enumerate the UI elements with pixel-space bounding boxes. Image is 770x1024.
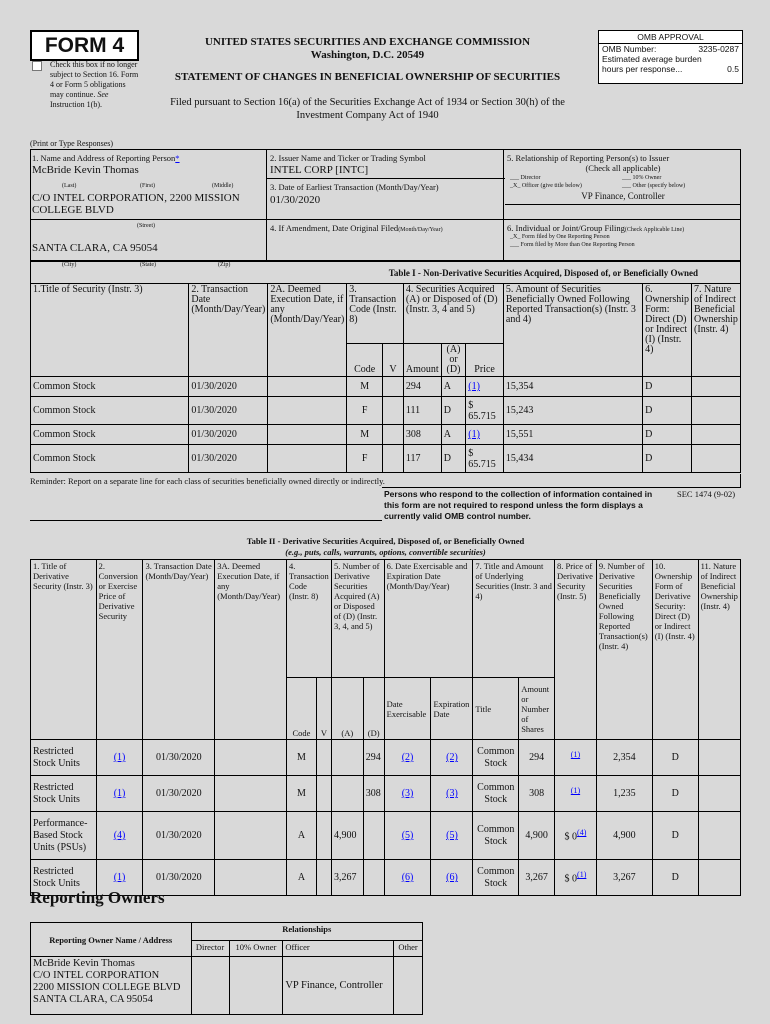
t1-subheader-code: Code bbox=[347, 344, 383, 377]
t2-cell-d: 294 bbox=[363, 740, 384, 776]
owner-director-cell bbox=[191, 957, 229, 1015]
relationship-label: 5. Relationship of Reporting Person(s) to Issuer bbox=[507, 153, 670, 163]
t1-cell-ad: A bbox=[441, 377, 466, 397]
t2-price-footnote-link[interactable]: (1) bbox=[570, 786, 581, 796]
t2-header-price: 8. Price of Derivative Security (Instr. 5) bbox=[555, 560, 597, 740]
t1-cell-owned: 15,354 bbox=[503, 377, 642, 397]
t1-header-acquired: 4. Securities Acquired (A) or Disposed of (D) (Instr. 3, 4 and 5) bbox=[403, 284, 503, 344]
t1-cell-price: $ 65.715 bbox=[466, 445, 504, 473]
t2-header-nature: 11. Nature of Indirect Beneficial Ownership (Instr. 4) bbox=[698, 560, 740, 740]
earliest-date-label: 3. Date of Earliest Transaction (Month/Day/Year) bbox=[270, 182, 439, 192]
t2-cell-code: A bbox=[286, 860, 316, 896]
t1-subheader-v: V bbox=[383, 344, 404, 377]
t2-subheader-v: V bbox=[316, 678, 331, 740]
notice-border bbox=[382, 474, 741, 488]
t1-cell-date: 01/30/2020 bbox=[189, 397, 268, 425]
t1-cell-nature bbox=[692, 397, 741, 425]
t2-cell-price bbox=[555, 776, 597, 812]
t1-subheader-price: Price bbox=[466, 344, 504, 377]
t1-cell-v bbox=[383, 397, 404, 425]
commission-heading bbox=[160, 36, 575, 62]
t2-cell-title: Restricted Stock Units bbox=[31, 776, 97, 812]
owner-address bbox=[31, 957, 192, 1015]
t2-cell-v bbox=[316, 740, 331, 776]
t1-cell-price[interactable]: (1) bbox=[466, 425, 504, 445]
table2-subtitle: (e.g., puts, calls, warrants, options, convertible securities) bbox=[285, 547, 486, 557]
t2-cell-date: 01/30/2020 bbox=[143, 860, 215, 896]
t2-cell-nature bbox=[698, 812, 740, 860]
t1-header-nature: 7. Nature of Indirect Beneficial Ownership (Instr. 4) bbox=[692, 284, 741, 377]
table-row bbox=[31, 377, 741, 397]
table1-title: Table I - Non-Derivative Securities Acquired, Disposed of, or Beneficially Owned bbox=[347, 262, 741, 284]
t1-cell-form: D bbox=[643, 377, 692, 397]
t2-cell-a: 4,900 bbox=[331, 812, 363, 860]
t2-cell-a bbox=[331, 776, 363, 812]
omb-title: OMB APPROVAL bbox=[599, 31, 742, 44]
t1-cell-code: F bbox=[347, 445, 383, 473]
reporter-name-label: 1. Name and Address of Reporting Person* bbox=[32, 153, 180, 163]
statement-title: STATEMENT OF CHANGES IN BENEFICIAL OWNERSHIP OF SECURITIES bbox=[174, 71, 561, 83]
amendment-label: 4. If Amendment, Date Original Filed(Month/Day/Year) bbox=[270, 223, 443, 233]
check-text: Check this box if no longer subject to Section 16. Form 4 or Form 5 obligations may continue. bbox=[50, 60, 139, 99]
no-longer-subject-checkbox[interactable] bbox=[32, 61, 42, 71]
t1-cell-nature bbox=[692, 377, 741, 397]
t2-cell-expiration[interactable]: (6) bbox=[431, 860, 473, 896]
t1-cell-deemed bbox=[268, 397, 347, 425]
owner-line: SANTA CLARA, CA 95054 bbox=[33, 994, 153, 1005]
commission-name: UNITED STATES SECURITIES AND EXCHANGE COMMISSION bbox=[204, 36, 531, 48]
grid-line bbox=[266, 178, 505, 179]
table2-title: Table II - Derivative Securities Acquired, Disposed of, or Beneficially Owned bbox=[246, 536, 525, 546]
omb-hours: 0.5 bbox=[727, 64, 739, 74]
t1-cell-title: Common Stock bbox=[31, 397, 189, 425]
omb-hours-label: hours per response... bbox=[602, 64, 683, 74]
sec-number: SEC 1474 (9-02) bbox=[677, 489, 736, 499]
t1-cell-code: M bbox=[347, 377, 383, 397]
t1-cell-date: 01/30/2020 bbox=[189, 377, 268, 397]
owner-director-header: Director bbox=[191, 941, 229, 957]
t1-subheader-ad: (A) or (D) bbox=[441, 344, 466, 377]
t2-cell-date: 01/30/2020 bbox=[143, 740, 215, 776]
t2-cell-title: Restricted Stock Units bbox=[31, 860, 97, 896]
t2-header-underlying: 7. Title and Amount of Underlying Securities (Instr. 3 and 4) bbox=[473, 560, 555, 678]
t1-cell-deemed bbox=[268, 425, 347, 445]
t2-cell-exercisable[interactable]: (3) bbox=[384, 776, 431, 812]
t2-price-footnote-link[interactable]: (4) bbox=[577, 828, 587, 838]
t1-cell-title: Common Stock bbox=[31, 445, 189, 473]
t2-cell-owned: 4,900 bbox=[596, 812, 652, 860]
issuer-label: 2. Issuer Name and Ticker or Trading Symbol bbox=[270, 153, 426, 163]
owner-10pct-header: 10% Owner bbox=[229, 941, 283, 957]
t2-subheader-code: Code bbox=[286, 678, 316, 740]
street-label: (Street) bbox=[137, 223, 155, 229]
t2-header-form: 10. Ownership Form of Derivative Security: Direct (D) or Indirect (I) (Instr. 4) bbox=[652, 560, 698, 740]
t1-cell-date: 01/30/2020 bbox=[189, 445, 268, 473]
table-row bbox=[31, 445, 741, 473]
t2-cell-a bbox=[331, 740, 363, 776]
city-label: (City) bbox=[62, 262, 77, 268]
omb-number-label: OMB Number: bbox=[602, 44, 657, 54]
filing-one[interactable]: _X_ Form filed by One Reporting Person bbox=[510, 234, 610, 240]
reminder-line bbox=[30, 487, 382, 521]
t2-header-date: 3. Transaction Date (Month/Day/Year) bbox=[143, 560, 215, 740]
t2-price-value: $ 0 bbox=[564, 831, 578, 843]
t1-cell-price: $ 65.715 bbox=[466, 397, 504, 425]
t2-header-owned: 9. Number of Derivative Securities Beneficially Owned Following Reported Transaction(s) (Instr. 4) bbox=[596, 560, 652, 740]
t1-cell-deemed bbox=[268, 377, 347, 397]
t2-header-number: 5. Number of Derivative Securities Acquired (A) or Disposed of (D) (Instr. 3, 4, and 5) bbox=[331, 560, 384, 678]
omb-number: 3235-0287 bbox=[698, 44, 739, 54]
t1-cell-v bbox=[383, 425, 404, 445]
t1-cell-deemed bbox=[268, 445, 347, 473]
form-title: FORM 4 bbox=[30, 30, 139, 61]
t2-cell-deemed bbox=[215, 860, 287, 896]
persons-notice: Persons who respond to the collection of information contained in this form are not required to respond unless the form displays a currently valid OMB control number. bbox=[384, 489, 653, 521]
print-type-note: (Print or Type Responses) bbox=[30, 139, 114, 148]
table-row bbox=[31, 425, 741, 445]
table-row bbox=[31, 397, 741, 425]
t2-cell-underlying-title: Common Stock bbox=[473, 740, 519, 776]
t2-cell-d bbox=[363, 860, 384, 896]
t2-price-footnote-link[interactable]: (1) bbox=[577, 870, 587, 880]
t2-cell-form: D bbox=[652, 740, 698, 776]
t2-cell-underlying-amount: 294 bbox=[519, 740, 555, 776]
t1-cell-amount: 294 bbox=[403, 377, 441, 397]
table2-title-block bbox=[30, 536, 741, 558]
owner-line: 2200 MISSION COLLEGE BLVD bbox=[33, 982, 181, 993]
t2-subheader-exercisable: Date Exercisable bbox=[384, 678, 431, 740]
last-label: (Last) bbox=[62, 183, 77, 189]
owner-10pct-cell bbox=[229, 957, 283, 1015]
t2-subheader-a: (A) bbox=[331, 678, 363, 740]
middle-label: (Middle) bbox=[212, 183, 234, 189]
filing-label: 6. Individual or Joint/Group Filing(Check Applicable Line) bbox=[507, 223, 685, 233]
t1-cell-form: D bbox=[643, 397, 692, 425]
t2-cell-underlying-amount: 308 bbox=[519, 776, 555, 812]
t2-subheader-title: Title bbox=[473, 678, 519, 740]
t2-cell-owned: 1,235 bbox=[596, 776, 652, 812]
t2-subheader-amount: Amount or Number of Shares bbox=[519, 678, 555, 740]
grid-line bbox=[266, 219, 741, 220]
t1-header-code: 3. Transaction Code (Instr. 8) bbox=[347, 284, 404, 344]
owner-name-header: Reporting Owner Name / Address bbox=[31, 923, 192, 957]
check-see: See bbox=[97, 90, 109, 99]
t2-cell-price bbox=[555, 860, 597, 896]
t2-subheader-expiration: Expiration Date bbox=[431, 678, 473, 740]
t2-cell-a: 3,267 bbox=[331, 860, 363, 896]
t1-cell-v bbox=[383, 377, 404, 397]
issuer-name: INTEL CORP [INTC] bbox=[270, 164, 369, 176]
t1-cell-owned: 15,243 bbox=[503, 397, 642, 425]
t1-cell-v bbox=[383, 445, 404, 473]
zip-label: (Zip) bbox=[218, 262, 231, 268]
reporter-city-state: SANTA CLARA, CA 95054 bbox=[32, 242, 158, 254]
t1-cell-title: Common Stock bbox=[31, 377, 189, 397]
t2-header-deemed: 3A. Deemed Execution Date, if any (Month/Day/Year) bbox=[215, 560, 287, 740]
reporting-owners-heading: Reporting Owners bbox=[30, 888, 165, 907]
t2-cell-d: 308 bbox=[363, 776, 384, 812]
t2-cell-v bbox=[316, 776, 331, 812]
t1-header-date: 2. Transaction Date (Month/Day/Year) bbox=[189, 284, 268, 377]
omb-burden-label: Estimated average burden bbox=[602, 54, 702, 64]
t1-cell-amount: 117 bbox=[403, 445, 441, 473]
t2-cell-deemed bbox=[215, 812, 287, 860]
t1-subheader-amount: Amount bbox=[403, 344, 441, 377]
t2-cell-exercisable[interactable]: (2) bbox=[384, 740, 431, 776]
t2-cell-underlying-title: Common Stock bbox=[473, 860, 519, 896]
t2-cell-exercisable[interactable]: (5) bbox=[384, 812, 431, 860]
t2-cell-date: 01/30/2020 bbox=[143, 812, 215, 860]
t2-cell-d bbox=[363, 812, 384, 860]
t2-cell-date: 01/30/2020 bbox=[143, 776, 215, 812]
t1-header-deemed: 2A. Deemed Execution Date, if any (Month/Day/Year) bbox=[268, 284, 347, 377]
t1-header-form: 6. Ownership Form: Direct (D) or Indirect (I) (Instr. 4) bbox=[643, 284, 692, 377]
t1-cell-nature bbox=[692, 425, 741, 445]
no-longer-subject-checkbox-area bbox=[30, 60, 140, 110]
check-instruction: Instruction 1(b). bbox=[50, 100, 102, 109]
owner-officer-title: VP Finance, Controller bbox=[283, 957, 394, 1015]
t2-cell-code: M bbox=[286, 776, 316, 812]
t1-cell-ad: D bbox=[441, 397, 466, 425]
t1-cell-code: M bbox=[347, 425, 383, 445]
t2-cell-v bbox=[316, 860, 331, 896]
owner-officer-header: Officer bbox=[283, 941, 394, 957]
t1-cell-nature bbox=[692, 445, 741, 473]
t2-cell-nature bbox=[698, 776, 740, 812]
t1-header-title: 1.Title of Security (Instr. 3) bbox=[31, 284, 189, 377]
t2-cell-form: D bbox=[652, 776, 698, 812]
t2-cell-conversion[interactable]: (1) bbox=[96, 776, 143, 812]
t1-cell-price[interactable]: (1) bbox=[466, 377, 504, 397]
grid-line bbox=[30, 219, 267, 220]
t2-cell-title: Restricted Stock Units bbox=[31, 740, 97, 776]
t2-cell-price bbox=[555, 740, 597, 776]
t2-cell-exercisable[interactable]: (6) bbox=[384, 860, 431, 896]
t2-header-exercisable: 6. Date Exercisable and Expiration Date (Month/Day/Year) bbox=[384, 560, 473, 678]
t2-cell-nature bbox=[698, 740, 740, 776]
t2-cell-v bbox=[316, 812, 331, 860]
table-row bbox=[31, 776, 741, 812]
reminder-text: Reminder: Report on a separate line for each class of securities beneficially owned directly or indirectly. bbox=[30, 476, 385, 486]
omb-approval-box bbox=[598, 30, 743, 84]
t2-subheader-d: (D) bbox=[363, 678, 384, 740]
owner-other-header: Other bbox=[393, 941, 422, 957]
t2-cell-conversion[interactable]: (1) bbox=[96, 740, 143, 776]
reporter-address: C/O INTEL CORPORATION, 2200 MISSION COLLEGE BLVD bbox=[32, 192, 240, 216]
t2-price-value: $ 0 bbox=[564, 873, 578, 885]
reporter-name: McBride Kevin Thomas bbox=[32, 164, 139, 176]
t2-cell-owned: 2,354 bbox=[596, 740, 652, 776]
t1-cell-amount: 308 bbox=[403, 425, 441, 445]
other-option[interactable]: ___ Other (specify below) bbox=[622, 183, 686, 189]
t1-cell-owned: 15,551 bbox=[503, 425, 642, 445]
t2-cell-underlying-amount: 4,900 bbox=[519, 812, 555, 860]
t2-cell-underlying-amount: 3,267 bbox=[519, 860, 555, 896]
t2-cell-price bbox=[555, 812, 597, 860]
t2-header-code: 4. Transaction Code (Instr. 8) bbox=[286, 560, 331, 678]
t2-cell-deemed bbox=[215, 740, 287, 776]
table-non-derivative bbox=[30, 261, 741, 473]
owner-other-cell bbox=[393, 957, 422, 1015]
grid-line bbox=[505, 204, 741, 205]
t2-cell-underlying-title: Common Stock bbox=[473, 812, 519, 860]
t1-cell-date: 01/30/2020 bbox=[189, 425, 268, 445]
t2-header-conversion: 2. Conversion or Exercise Price of Derivative Security bbox=[96, 560, 143, 740]
owner-line: C/O INTEL CORPORATION bbox=[33, 970, 160, 981]
t1-cell-form: D bbox=[643, 445, 692, 473]
filing-more[interactable]: ___ Form filed by More than One Reporting Person bbox=[510, 242, 635, 248]
t1-cell-code: F bbox=[347, 397, 383, 425]
table-derivative bbox=[30, 559, 741, 896]
officer-option[interactable]: _X_ Officer (give title below) bbox=[510, 183, 582, 189]
t2-cell-title: Performance-Based Stock Units (PSUs) bbox=[31, 812, 97, 860]
t2-cell-conversion[interactable]: (4) bbox=[96, 812, 143, 860]
owner-line: McBride Kevin Thomas bbox=[33, 958, 135, 969]
first-label: (First) bbox=[140, 183, 155, 189]
t1-cell-ad: D bbox=[441, 445, 466, 473]
relationships-header: Relationships bbox=[191, 923, 422, 941]
t1-cell-amount: 111 bbox=[403, 397, 441, 425]
t1-cell-title: Common Stock bbox=[31, 425, 189, 445]
earliest-date: 01/30/2020 bbox=[270, 194, 321, 206]
t2-cell-form: D bbox=[652, 860, 698, 896]
relationship-check: (Check all applicable) bbox=[585, 163, 661, 173]
director-option[interactable]: ___ Director bbox=[510, 175, 541, 181]
t2-cell-owned: 3,267 bbox=[596, 860, 652, 896]
owner-option[interactable]: ___ 10% Owner bbox=[622, 175, 662, 181]
t2-cell-underlying-title: Common Stock bbox=[473, 776, 519, 812]
name-footnote-link[interactable]: * bbox=[175, 153, 180, 163]
t1-header-owned: 5. Amount of Securities Beneficially Owned Following Reported Transaction(s) (Instr. 3 and 4) bbox=[503, 284, 642, 377]
t2-cell-nature bbox=[698, 860, 740, 896]
t2-price-footnote-link[interactable]: (1) bbox=[570, 750, 581, 760]
t2-cell-code: M bbox=[286, 740, 316, 776]
t2-cell-deemed bbox=[215, 776, 287, 812]
table-row bbox=[31, 740, 741, 776]
officer-title: VP Finance, Controller bbox=[581, 191, 665, 201]
table-row bbox=[31, 812, 741, 860]
t2-cell-expiration[interactable]: (5) bbox=[431, 812, 473, 860]
t1-cell-form: D bbox=[643, 425, 692, 445]
filed-pursuant: Filed pursuant to Section 16(a) of the Securities Exchange Act of 1934 or Section 30(h) of the Investment Company Act of 1940 bbox=[170, 97, 565, 121]
t2-cell-code: A bbox=[286, 812, 316, 860]
t2-cell-expiration[interactable]: (2) bbox=[431, 740, 473, 776]
commission-location: Washington, D.C. 20549 bbox=[310, 49, 425, 61]
t2-cell-expiration[interactable]: (3) bbox=[431, 776, 473, 812]
t2-cell-form: D bbox=[652, 812, 698, 860]
reporting-owners-table bbox=[30, 922, 423, 1015]
t2-cell-conversion[interactable]: (1) bbox=[96, 860, 143, 896]
t1-cell-owned: 15,434 bbox=[503, 445, 642, 473]
state-label: (State) bbox=[140, 262, 156, 268]
t1-cell-ad: A bbox=[441, 425, 466, 445]
t2-header-title: 1. Title of Derivative Security (Instr. 3) bbox=[31, 560, 97, 740]
